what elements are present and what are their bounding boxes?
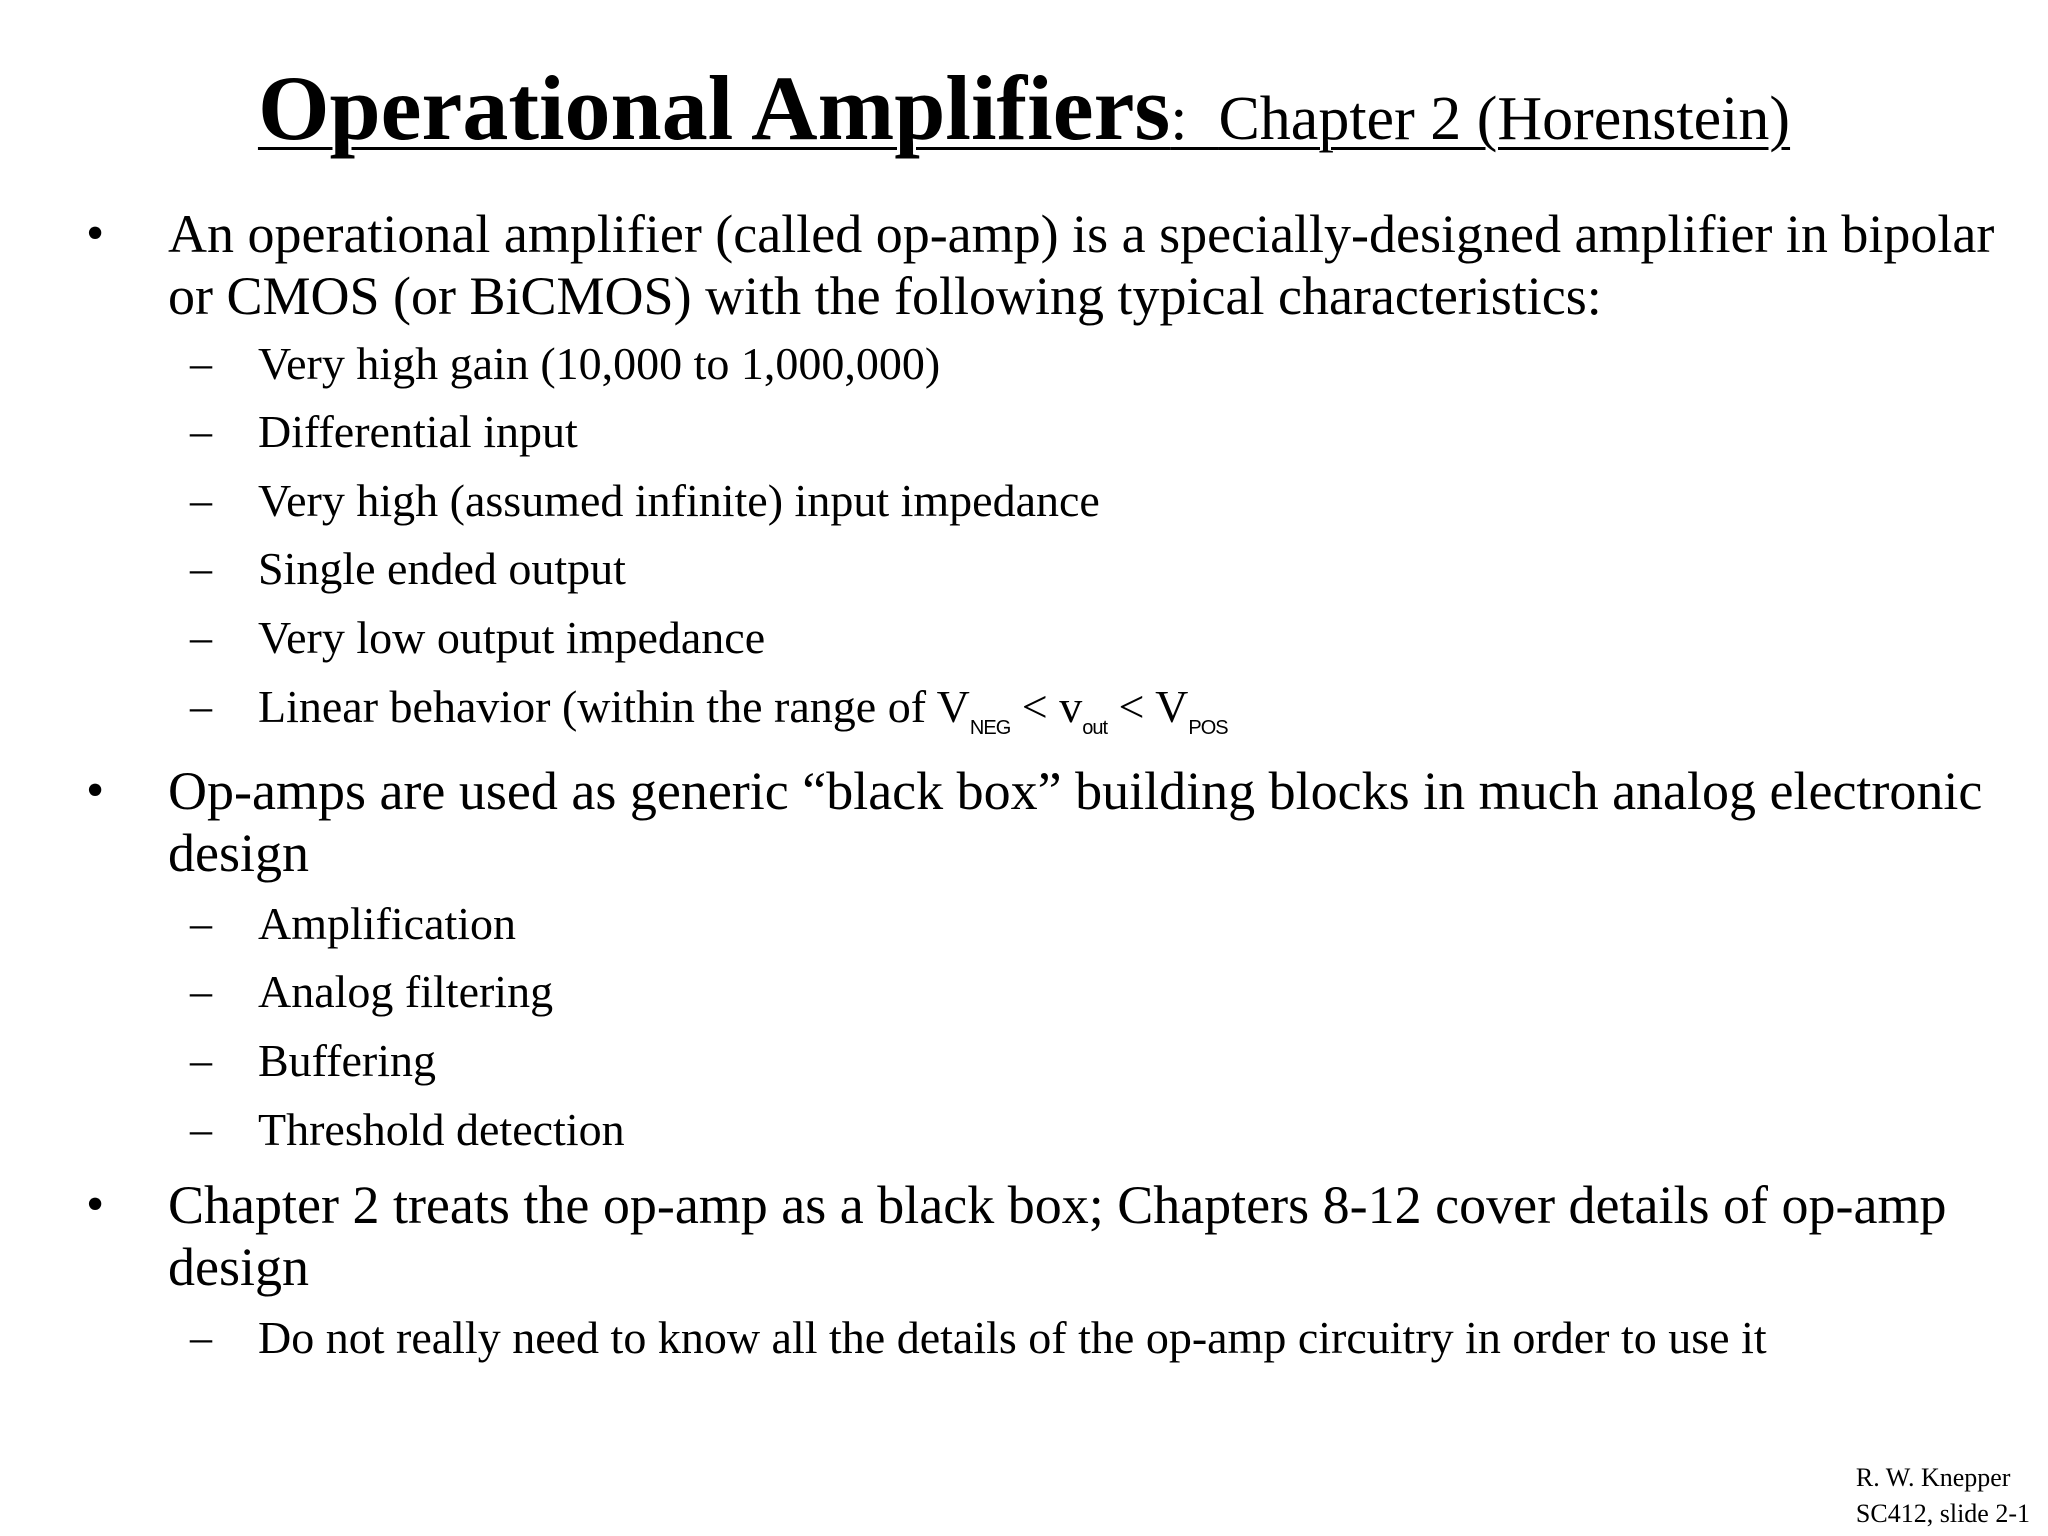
dash-marker: – bbox=[190, 476, 212, 525]
bullet-2-text: Op-amps are used as generic “black box” building blocks in much analog electronic design bbox=[168, 761, 1983, 883]
slide-title bbox=[0, 57, 2048, 159]
linear-prefix: Linear behavior (within the range of V bbox=[258, 681, 970, 732]
bullet-1-text: An operational amplifier (called op-amp) is a specially-designed amplifier in bipolar or CMOS (or BiCMOS) with the following typical characteristics: bbox=[168, 204, 1995, 326]
sub-item bbox=[0, 333, 2000, 395]
footer-slide-number: SC412, slide 2-1 bbox=[1855, 1499, 2030, 1528]
dash-marker: – bbox=[190, 967, 212, 1016]
sub-item bbox=[0, 1099, 2000, 1161]
sub-item-text: Very low output impedance bbox=[258, 612, 766, 663]
sub-item-text: Differential input bbox=[258, 406, 578, 457]
title-subtitle: Chapter 2 (Horenstein) bbox=[1218, 85, 1791, 153]
title-main: Operational Amplifiers bbox=[257, 57, 1171, 159]
sub-item bbox=[0, 401, 2000, 463]
bullet-marker: • bbox=[86, 1176, 105, 1233]
bullet-3-text: Chapter 2 treats the op-amp as a black box; Chapters 8-12 cover details of op-amp design bbox=[168, 1175, 1947, 1297]
sub-item bbox=[0, 893, 2000, 955]
dash-marker: – bbox=[190, 1036, 212, 1085]
sub-item bbox=[0, 1030, 2000, 1092]
dash-marker: – bbox=[190, 1105, 212, 1154]
sub-item-linear bbox=[0, 676, 2000, 738]
dash-marker: – bbox=[190, 407, 212, 456]
sub-item bbox=[0, 961, 2000, 1023]
dash-marker: – bbox=[190, 899, 212, 948]
dash-marker: – bbox=[190, 613, 212, 662]
bullet-marker: • bbox=[86, 762, 105, 819]
dash-marker: – bbox=[190, 544, 212, 593]
dash-marker: – bbox=[190, 682, 212, 731]
sub-item-text: Very high (assumed infinite) input impedance bbox=[258, 475, 1100, 526]
linear-mid-2: < V bbox=[1107, 681, 1189, 732]
dash-marker: – bbox=[190, 1313, 212, 1362]
subscript-out: out bbox=[1082, 717, 1108, 739]
sub-item-text: Amplification bbox=[258, 898, 517, 949]
slide-footer bbox=[1856, 1460, 2030, 1532]
title-colon: : bbox=[1170, 85, 1219, 153]
sub-item-text bbox=[258, 676, 1228, 747]
sub-item-text: Analog filtering bbox=[258, 966, 554, 1017]
linear-mid-1: < v bbox=[1010, 681, 1083, 732]
subscript-pos: POS bbox=[1188, 717, 1228, 739]
sub-item bbox=[0, 538, 2000, 600]
sub-item-text: Single ended output bbox=[258, 543, 626, 594]
sub-item bbox=[0, 607, 2000, 669]
sub-item bbox=[0, 470, 2000, 532]
sub-item-text: Buffering bbox=[258, 1035, 437, 1086]
bullet-marker: • bbox=[86, 205, 105, 262]
subscript-neg: NEG bbox=[969, 717, 1011, 739]
sub-item bbox=[0, 1307, 2000, 1369]
sub-item-text: Threshold detection bbox=[258, 1104, 625, 1155]
footer-author: R. W. Knepper bbox=[1855, 1463, 2011, 1492]
dash-marker: – bbox=[190, 339, 212, 388]
sub-item-text: Do not really need to know all the details of the op-amp circuitry in order to use it bbox=[258, 1312, 1767, 1363]
sub-item-text: Very high gain (10,000 to 1,000,000) bbox=[258, 338, 941, 389]
